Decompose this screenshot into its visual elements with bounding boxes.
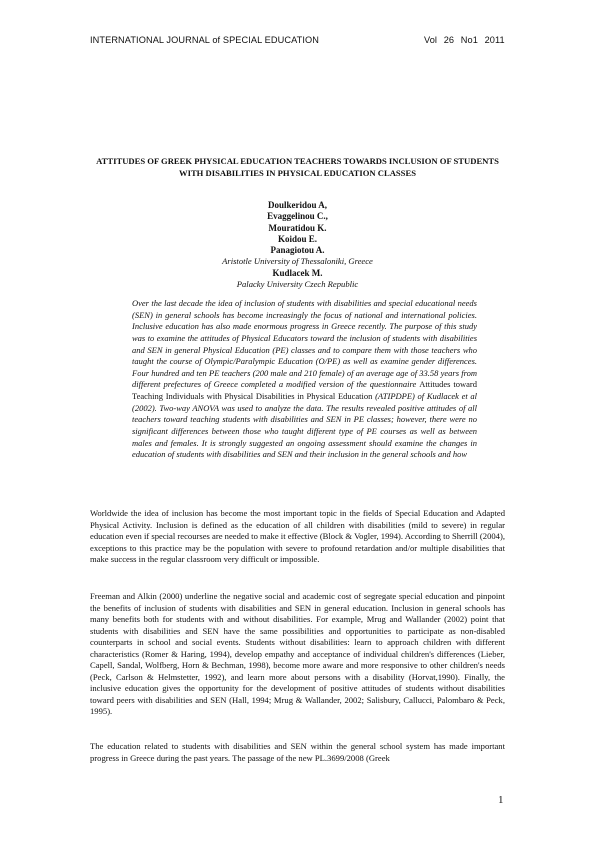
issue-info: Vol 26 No1 2011 xyxy=(424,35,505,45)
author-name: Kudlacek M. xyxy=(272,267,323,278)
instrument-title: Attitudes toward Teaching Individuals with Physical Disabilities in Physical Education xyxy=(132,379,477,401)
author-name: Panagiotou A. xyxy=(270,245,325,256)
body-paragraph: The education related to students with disabilities and SEN within the general school system has made important progress in Greece during the past years. The passage of the new PL.3699/2008 (Greek xyxy=(90,741,505,763)
body-paragraph: Freeman and Alkin (2000) underline the negative social and academic cost of segregate special education and pinpoint the benefits of inclusion of students with disabilities and SEN in general education. Inclusion in general schools has many benefits both for students with and without disabilities. For example, Mrug and Wallander (2002) point that students with disabilities and SEN have the same possibilities and opportunities to participate as non-disabled counterparts in school and social events. Students without disabilities: learn to approach children with different characteristics (Romer & Haring, 1994), develop empathy and acceptance of individual children's differences (Lieber, Capell, Sandal, Wolfberg, Horn & Bechman, 1998), become more aware and more responsive to other children's needs (Peck, Carlson & Helmstetter, 1992), and learn more about persons with a disability (Horvat,1990). Finally, the inclusive education gives the opportunity for the development of positive attitudes of students without disabilities toward peers with disabilities and SEN (Hall, 1994; Mrug & Wallander, 2002; Salisbury, Callucci, Palombaro & Peck, 1995). xyxy=(90,591,505,717)
page-number: 1 xyxy=(498,794,504,806)
body-paragraph: Worldwide the idea of inclusion has become the most important topic in the fields of Special Education and Adapted Physical Activity. Inclusion is defined as the education of all children with disabilities (mild to severe) in regular education even if special recourses are needed to make it effective (Block & Vogler, 1994). According to Sherrill (2004), exceptions to this practice may be the population with severe to profound retardation and/or multiple disabilities that make success in the regular classroom very difficult or impossible. xyxy=(90,508,505,565)
author-name: Mouratidou K. xyxy=(268,222,327,233)
abstract-text: Over the last decade the idea of inclusion of students with disabilities and special educational needs (SEN) in general schools has become increasingly the focus of national and international policies. Inclusive education has also made enormous progress in Greece recently. The purpose of this study was to examine the attitudes of Physical Educators toward the inclusion of students with disabilities and SEN in general Physical Education (PE) classes and to compare them with those teachers who taught the course of Olympic/Paralympic Education (O/PE) as well as examine gender differences. Four hundred and ten PE teachers (200 male and 210 female) of an average age of 33.58 years from different prefectures of Greece completed a modified version of the questionnaire xyxy=(132,298,477,390)
abstract-text: (ATIPDPE) of Kudlacek et al (2002). Two-way ANOVA was used to analyze the data. The results revealed positive attitudes of all teachers toward teaching students with disabilities and SEN in PE classes; however, there were no significant differences between those who taught different type of PE courses as well as between males and females. It is strongly suggested an ongoing assessment should examine the changes in education of students with disabilities and SEN and their inclusion in the general schools and how xyxy=(132,391,477,460)
paper-title: ATTITUDES OF GREEK PHYSICAL EDUCATION TEACHERS TOWARDS INCLUSION OF STUDENTS WITH DISABILITIES IN PHYSICAL EDUCATION CLASSES xyxy=(96,156,499,178)
author-name: Koidou E. xyxy=(277,233,317,244)
author-block xyxy=(90,200,505,290)
abstract xyxy=(132,298,477,461)
journal-name: INTERNATIONAL JOURNAL of SPECIAL EDUCATION xyxy=(90,35,319,45)
author-name: Evaggelinou C., xyxy=(267,211,328,222)
author-name: Doulkeridou A, xyxy=(267,200,327,210)
affiliation: Palacky University Czech Republic xyxy=(236,279,359,290)
affiliation: Aristotle University of Thessaloniki, Greece xyxy=(222,256,373,267)
